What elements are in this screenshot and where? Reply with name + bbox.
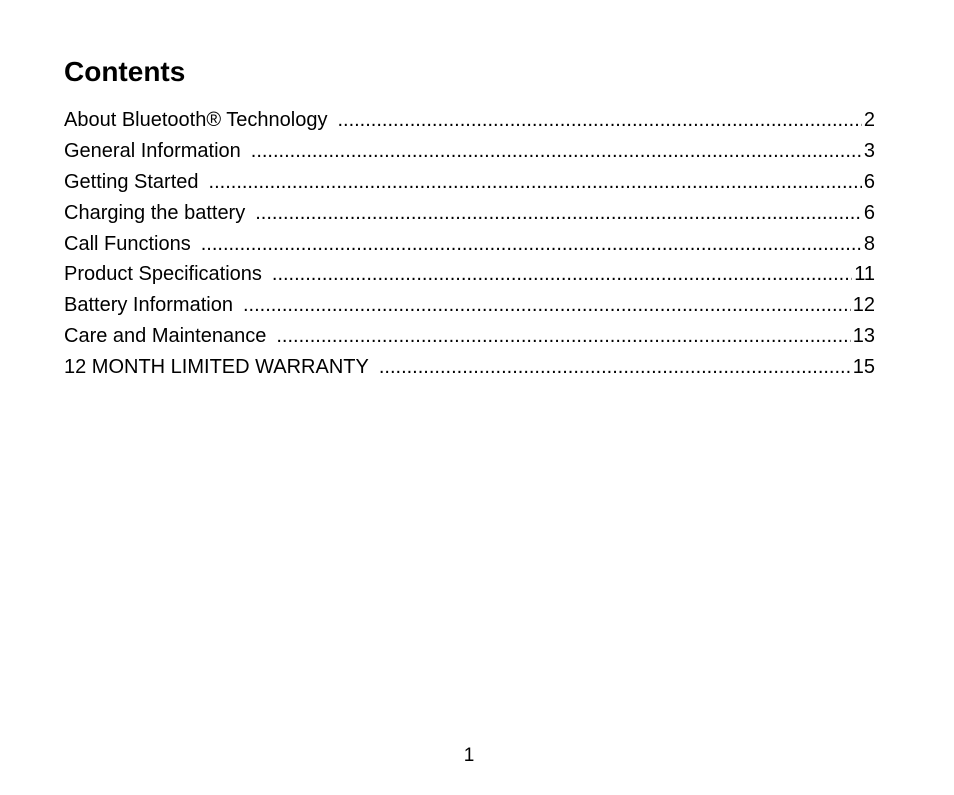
toc-entry-label: Getting Started xyxy=(64,170,199,193)
toc-entry-page: 2 xyxy=(863,109,875,131)
dot-leader xyxy=(243,292,851,318)
toc-entry-page: 11 xyxy=(854,263,875,286)
page-title: Contents xyxy=(64,56,186,87)
toc-entry-product-specifications[interactable] xyxy=(64,261,875,292)
toc-entry-label: Call Functions xyxy=(64,232,191,255)
toc-entry-care-and-maintenance[interactable] xyxy=(64,323,875,354)
toc-entry-label: General Information xyxy=(64,139,241,162)
toc-entry-page: 6 xyxy=(863,170,875,193)
toc-entry-charging-the-battery[interactable] xyxy=(64,200,875,231)
toc-entry-label: 12 MONTH LIMITED WARRANTY xyxy=(64,356,369,379)
toc-entry-page: 15 xyxy=(852,356,875,379)
toc-entry-getting-started[interactable] xyxy=(64,169,875,200)
dot-leader xyxy=(255,200,862,226)
toc-entry-page: 3 xyxy=(863,139,875,162)
dot-leader xyxy=(209,169,862,195)
toc-entry-label: About Bluetooth® Technology xyxy=(64,109,328,131)
dot-leader xyxy=(251,138,862,164)
table-of-contents xyxy=(64,107,875,385)
toc-entry-page: 12 xyxy=(852,294,875,317)
dot-leader xyxy=(272,261,852,287)
dot-leader xyxy=(201,231,862,257)
dot-leader xyxy=(276,323,850,349)
page-number: 1 xyxy=(463,745,475,766)
toc-entry-general-information[interactable] xyxy=(64,138,875,169)
toc-entry-limited-warranty[interactable] xyxy=(64,354,875,385)
dot-leader xyxy=(337,107,861,133)
toc-entry-label: Charging the battery xyxy=(64,201,246,224)
toc-entry-page: 6 xyxy=(863,201,875,224)
toc-entry-about-bluetooth[interactable] xyxy=(64,107,875,138)
toc-entry-label: Product Specifications xyxy=(64,263,262,286)
toc-entry-call-functions[interactable] xyxy=(64,231,875,262)
toc-entry-label: Care and Maintenance xyxy=(64,325,267,348)
toc-entry-page: 13 xyxy=(852,325,875,348)
toc-entry-battery-information[interactable] xyxy=(64,292,875,323)
toc-entry-page: 8 xyxy=(863,232,875,255)
toc-entry-label: Battery Information xyxy=(64,294,233,317)
dot-leader xyxy=(379,354,851,380)
